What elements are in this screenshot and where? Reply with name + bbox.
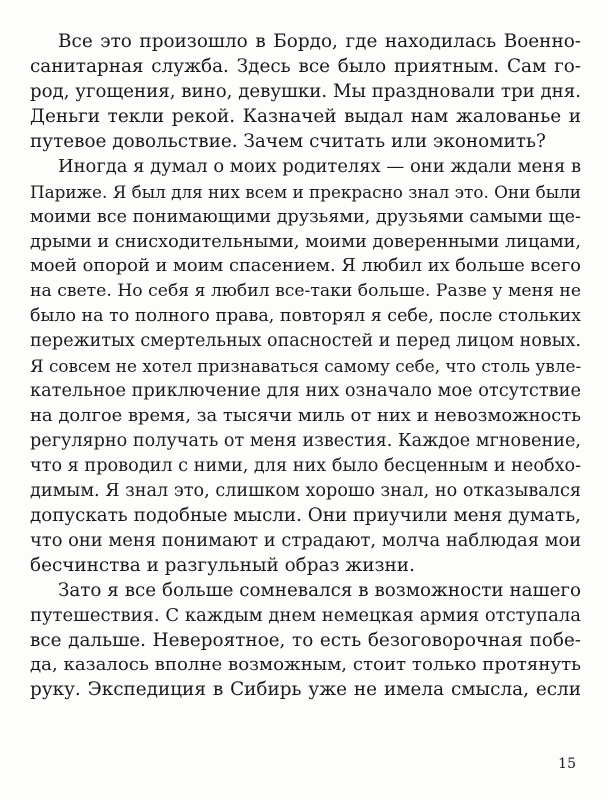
body-text (30, 30, 581, 703)
text-line: допускать подобные мысли. Они приучили меня думать, (30, 504, 581, 526)
paragraph (30, 155, 581, 579)
text-line: регулярно получать от меня известия. Каждое мгновение, (30, 431, 581, 451)
text-line: моими все понимающими друзьями, друзьями самыми ще- (30, 206, 581, 227)
paragraph (30, 30, 581, 155)
text-line: кательное приключение для них означало мое отсутствие (30, 381, 581, 402)
text-line: Париже. Я был для них всем и прекрасно знал это. Они были (30, 181, 581, 202)
text-line: что они меня понимают и страдают, молча наблюдая мои (30, 529, 582, 551)
text-line: путевое довольствие. Зачем считать или экономить? (30, 130, 546, 152)
text-line: моей опорой и моим спасением. Я любил их больше всего (30, 255, 581, 277)
text-line: род, угощения, вино, девушки. Мы праздновали три дня. (30, 80, 581, 102)
text-line: что я проводил с ними, для них было бесценным и необхо- (30, 455, 582, 476)
text-line: на долгое время, за тысячи миль от них и невозможность (30, 405, 581, 427)
text-line: бесчинства и разгульный образ жизни. (30, 554, 415, 576)
text-line: дрыми и снисходительными, моими доверенными лицами, (30, 231, 581, 252)
text-line: санитарная служба. Здесь все было приятным. Сам го- (30, 55, 581, 77)
text-line: руку. Экспедиция в Сибирь уже не имела смысла, если (30, 679, 581, 701)
text-line: было на то полного права, повторял я себе, после стольких (30, 306, 581, 327)
text-line: Зато я все больше сомневался в возможности нашего (58, 579, 581, 601)
text-line: да, казалось вполне возможным, стоит только протянуть (30, 654, 581, 676)
page-number: 15 (558, 756, 576, 772)
text-line: все дальше. Невероятное, то есть безоговорочная побе- (30, 629, 581, 651)
paragraph (30, 579, 581, 704)
text-line: Деньги текли рекой. Казначей выдал нам жалованье и (30, 105, 581, 127)
text-line: Я совсем не хотел признаваться самому себе, что столь увле- (30, 356, 582, 377)
text-line: димым. Я знал это, слишком хорошо знал, но отказывался (30, 480, 581, 501)
text-line: на свете. Но себя я любил все-таки больше. Разве у меня не (30, 281, 581, 302)
text-line: Иногда я думал о моих родителях — они ждали меня в (58, 155, 582, 177)
text-line: путешествия. С каждым днем немецкая армия отступала (30, 604, 581, 626)
text-line: Все это произошло в Бордо, где находилась Военно- (58, 31, 581, 52)
text-line: пережитых смертельных опасностей и перед лицом новых. (30, 331, 582, 352)
